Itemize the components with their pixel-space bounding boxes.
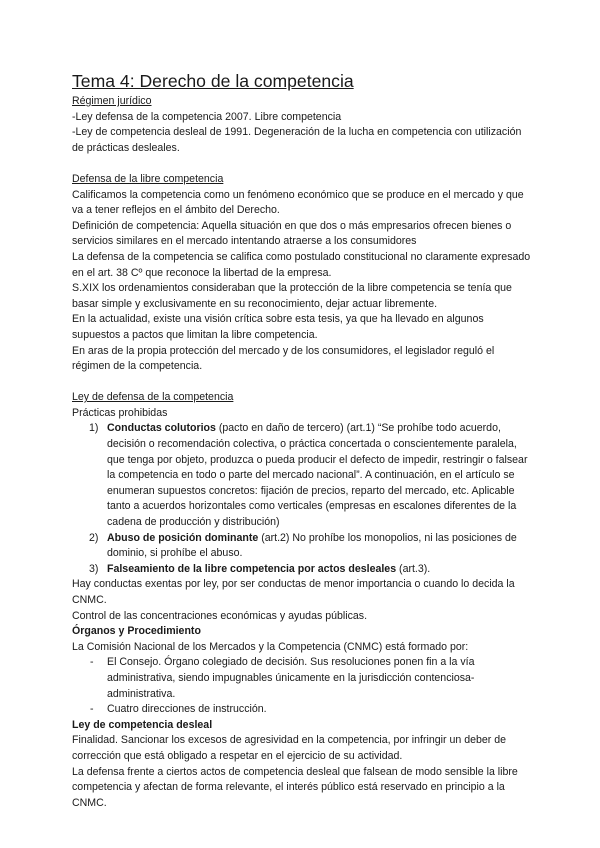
dash-list <box>72 655 532 717</box>
paragraph: Finalidad. Sancionar los excesos de agresividad en la competencia, por infringir un deber de corrección que está obligado a respetar en el ejercicio de su actividad. <box>72 734 507 762</box>
list-item-text: (pacto en daño de tercero) (art.1) “Se prohíbe todo acuerdo, decisión o recomendación colectiva, o práctica concertada o conscientemente paralela, que tenga por objeto, produzca o pueda producir el defecto de impedir, restringir o falsear la competencia en todo o parte del mercado nacional”. A continuación, en el artículo se enumeran supuestos concretos: fijación de precios, reparto del mercado, etc. Aplicable tanto a acuerdos horizontales como verticales (empresas en escalones diferentes de la cadena de producción y distribución) <box>107 422 528 529</box>
regimen-line: -Ley defensa de la competencia 2007. Libre competencia <box>72 110 342 123</box>
subheading-practicas: Prácticas prohibidas <box>72 406 168 419</box>
document-page <box>72 70 532 811</box>
paragraph: La defensa frente a ciertos actos de competencia desleal que falsean de modo sensible la libre competencia y afectan de forma relevante, el interés público está reservado en principio a la CNMC. <box>72 765 518 809</box>
list-item-text: El Consejo. Órgano colegiado de decisión. Sus resoluciones ponen fin a la vía administrativa, siendo impugnables únicamente en la jurisdicción contenciosa-administrativa. <box>107 656 475 700</box>
paragraph: La Comisión Nacional de los Mercados y la Competencia (CNMC) está formado por: <box>72 640 469 653</box>
paragraph: Definición de competencia: Aquella situación en que dos o más empresarios ofrecen bienes o servicios similares en el mercado intentando atraerse a los consumidores <box>72 219 512 248</box>
section-heading-organos: Órganos y Procedimiento <box>72 625 201 638</box>
paragraph: Control de las concentraciones económicas y ayudas públicas. <box>72 609 368 622</box>
section-heading-desleal: Ley de competencia desleal <box>72 718 213 731</box>
list-item <box>72 531 532 562</box>
list-number: 3) <box>89 562 99 575</box>
list-item-bold: Falseamiento de la libre competencia por actos desleales <box>107 562 397 575</box>
dash-bullet-icon: - <box>90 703 94 716</box>
list-item-bold: Conductas colutorios <box>107 422 216 435</box>
list-item-text: (art.2) No prohíbe los monopolios, ni las posiciones de dominio, si prohíbe el abuso. <box>107 531 517 560</box>
dash-bullet-icon: - <box>90 656 94 669</box>
list-item <box>72 655 532 702</box>
regimen-line: -Ley de competencia desleal de 1991. Degeneración de la lucha en competencia con utilización de prácticas desleales. <box>72 126 522 154</box>
list-number: 2) <box>89 531 99 544</box>
list-number: 1) <box>89 422 99 435</box>
spacer <box>72 156 532 172</box>
section-heading-regimen: Régimen jurídico <box>72 95 152 107</box>
paragraph: Hay conductas exentas por ley, por ser conductas de menor importancia o cuando lo decida la CNMC. <box>72 578 515 606</box>
paragraph: Calificamos la competencia como un fenómeno económico que se produce en el mercado y que va a tener reflejos en el ámbito del Derecho. <box>72 188 524 217</box>
paragraph: La defensa de la competencia se califica como postulado constitucional no claramente expresado en el art. 38 Cº que reconoce la libertad de la empresa. <box>72 250 531 279</box>
paragraph: En aras de la propia protección del mercado y de los consumidores, el legislador reguló el régimen de la competencia. <box>72 344 495 373</box>
paragraph: En la actualidad, existe una visión crítica sobre esta tesis, ya que ha llevado en algunos supuestos a pactos que limitan la libre competencia. <box>72 313 484 341</box>
spacer <box>72 375 532 391</box>
section-heading-defensa: Defensa de la libre competencia <box>72 172 224 185</box>
section-heading-ley-defensa: Ley de defensa de la competencia <box>72 391 234 404</box>
list-item <box>72 421 532 530</box>
page-title: Tema 4: Derecho de la competencia <box>72 71 354 91</box>
paragraph: S.XIX los ordenamientos consideraban que la protección de la libre competencia se tenía que basar simple y exclusivamente en su reconocimiento, dejar actuar libremente. <box>72 282 512 310</box>
list-item-text: Cuatro direcciones de instrucción. <box>107 703 267 716</box>
list-item-bold: Abuso de posición dominante <box>107 531 259 544</box>
list-item-text: (art.3). <box>396 562 431 575</box>
list-item <box>72 562 532 578</box>
numbered-list <box>72 421 532 577</box>
list-item <box>72 702 532 718</box>
